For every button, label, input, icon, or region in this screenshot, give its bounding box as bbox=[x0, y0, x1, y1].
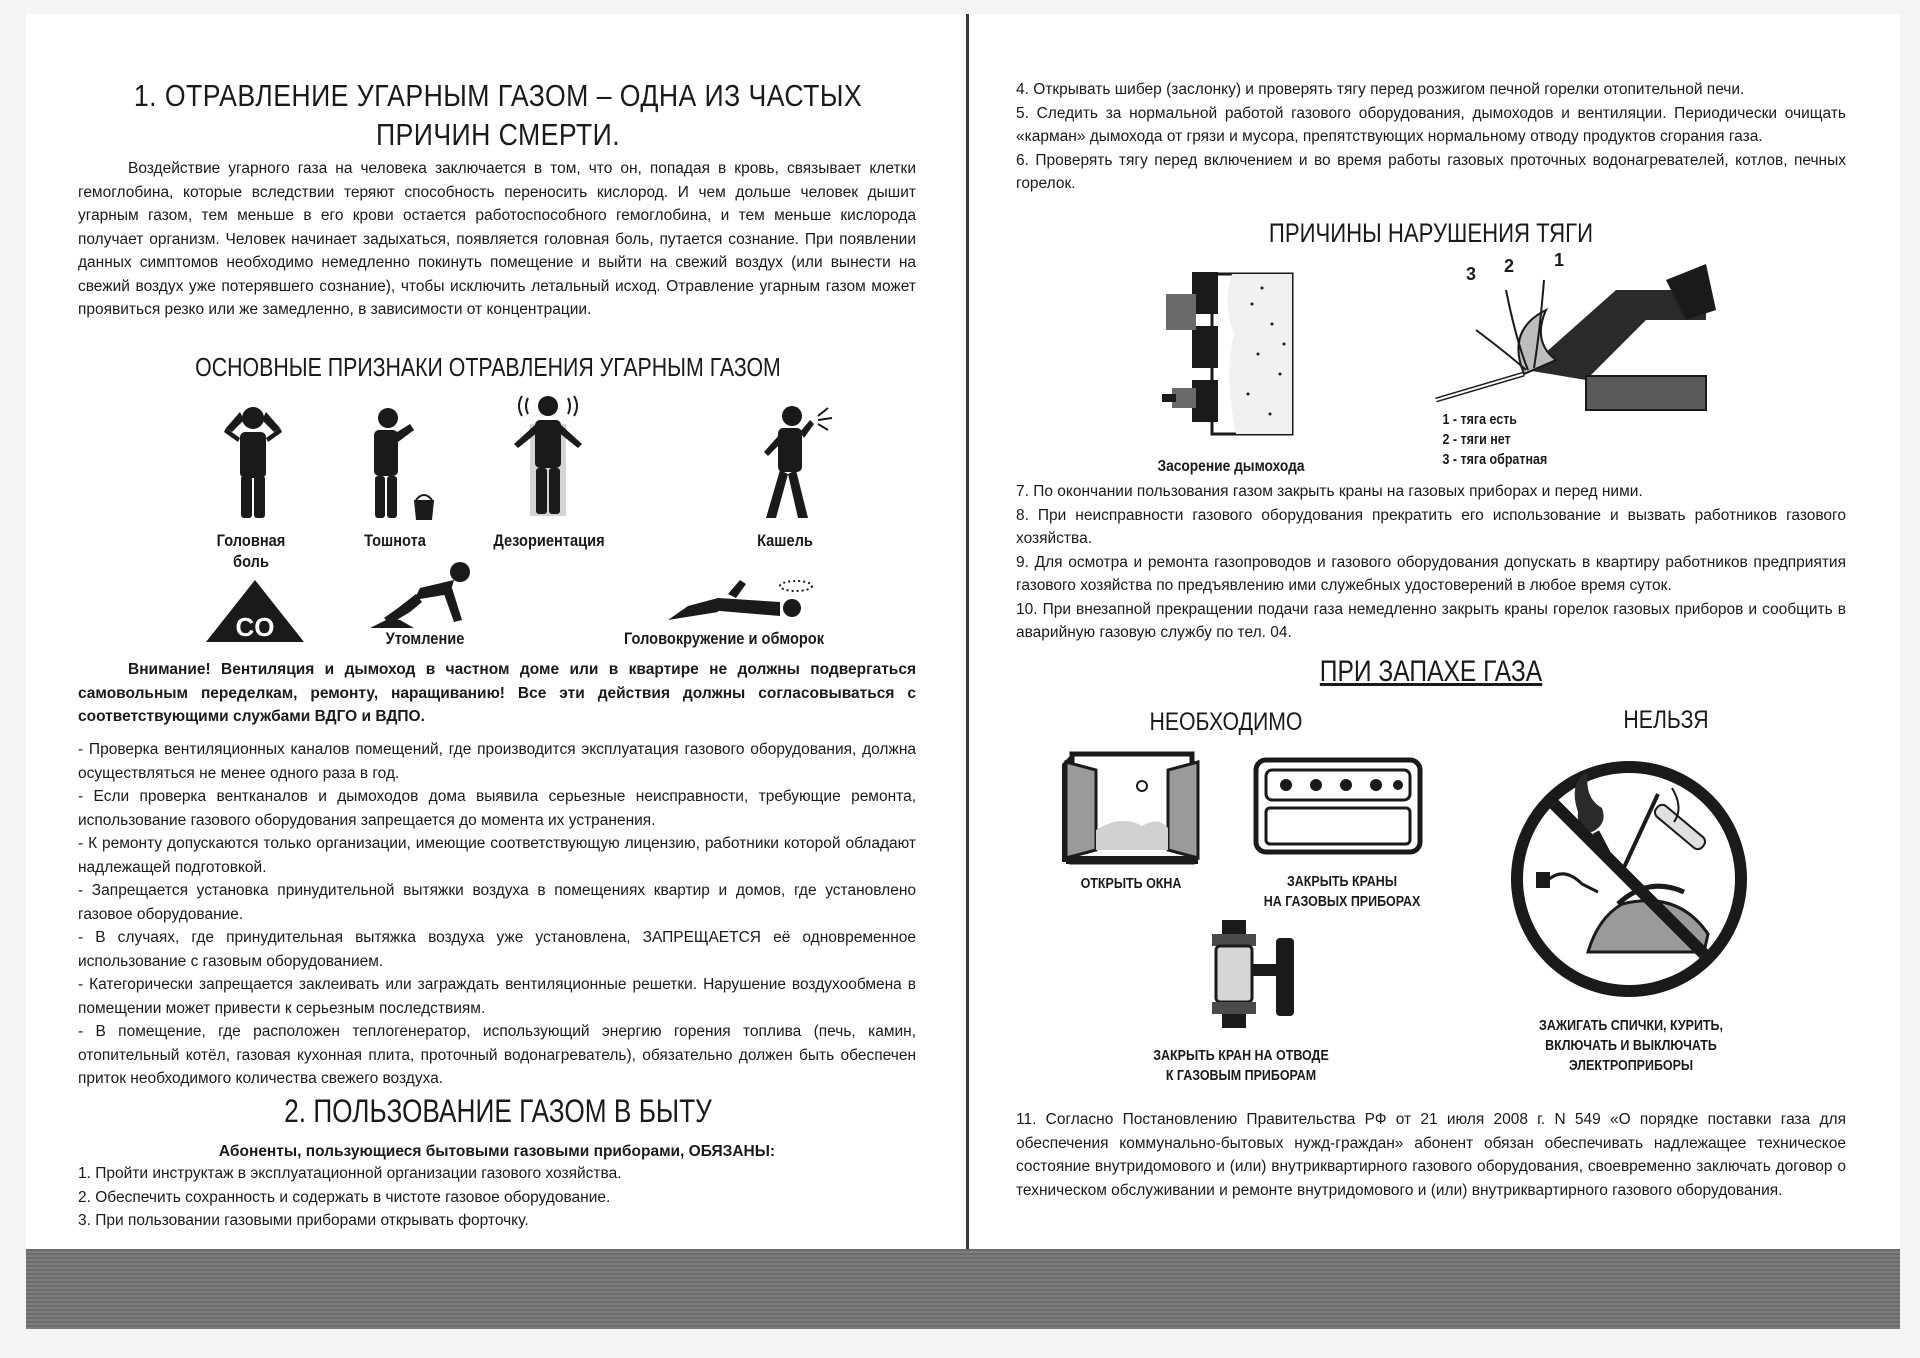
mustnot-line2: ВКЛЮЧАТЬ И ВЫКЛЮЧАТЬ bbox=[1545, 1038, 1717, 1054]
draft-marker-3: 3 bbox=[1466, 264, 1477, 284]
section1-title-line1: 1. ОТРАВЛЕНИЕ УГАРНЫМ ГАЗОМ – ОДНА ИЗ ЧАСТЫХ bbox=[133, 78, 863, 113]
rule-item: - Если проверка вентканалов и дымоходов дома выявила серьезные неисправности, требующие ремонта, использование газового оборудования запрещается до момента их устранения. bbox=[78, 788, 916, 829]
page-fold-divider bbox=[966, 14, 969, 1249]
duty-item: 5. Следить за нормальной работой газового оборудования, дымоходов и вентиляции. Периодически очищать «карман» дымохода от грязи и мусора, препятствующих нормальному отводу продуктов сгорания газа. bbox=[1016, 104, 1846, 145]
duty-item: 6. Проверять тягу перед включением и во время работы газовых проточных водонагревателей, котлов, печных горелок. bbox=[1016, 151, 1846, 192]
open-windows-label: ОТКРЫТЬ ОКНА bbox=[1080, 876, 1182, 892]
open-window-icon bbox=[1062, 750, 1202, 868]
cough-icon bbox=[748, 402, 838, 520]
section2-subtitle: Абоненты, пользующиеся бытовыми газовыми приборами, ОБЯЗАНЫ: bbox=[218, 1143, 776, 1160]
dizziness-fainting-icon bbox=[668, 576, 818, 632]
close-valve-line2: К ГАЗОВЫМ ПРИБОРАМ bbox=[1165, 1068, 1317, 1084]
duty-item: 4. Открывать шибер (заслонку) и проверять тягу перед розжигом печной горелки отопительной печи. bbox=[1016, 81, 1745, 98]
item-11-paragraph: 11. Согласно Постановлению Правительства РФ от 21 июля 2008 г. N 549 «О порядке поставки газа для обеспечения коммунально-бытовых нужд-граждан» абонент обязан обеспечивать надлежащее техническое состояние внутридомового и (или) внутриквартирного газового оборудования, своевременно заключать договор о техническом обслуживании и ремонте внутридомового и (или) внутриквартирного газового оборудования. bbox=[1016, 1111, 1846, 1199]
rule-item: - К ремонту допускаются только организации, имеющие соответствующую лицензию, работники которой обладают надлежащей подготовкой. bbox=[78, 835, 916, 876]
signs-title: ОСНОВНЫЕ ПРИЗНАКИ ОТРАВЛЕНИЯ УГАРНЫМ ГАЗОМ bbox=[195, 352, 781, 382]
sign-cough-label: Кашель bbox=[757, 531, 813, 550]
draft-legend bbox=[1443, 410, 1572, 470]
gas-smell-title: ПРИ ЗАПАХЕ ГАЗА bbox=[1319, 655, 1543, 688]
headache-icon bbox=[218, 398, 288, 520]
duty-item: 9. Для осмотра и ремонта газопроводов и газового оборудования допускать в квартиру работников предприятия газового хозяйства по предъявлению ими служебных удостоверений в любое время суток. bbox=[1016, 553, 1846, 594]
scan-bottom-band bbox=[26, 1249, 1900, 1329]
must-title: НЕОБХОДИМО bbox=[1149, 708, 1303, 736]
duties-list-left bbox=[78, 1162, 916, 1233]
sign-disorientation-label: Дезориентация bbox=[493, 531, 605, 550]
section1-intro: Воздействие угарного газа на человека заключается в том, что он, попадая в кровь, связывает клетки гемоглобина, которые вследствии теряют способность переносить кислород. И чем дольше человек дышит угарным газом, тем меньше в его крови остается работоспособного гемоглобина, и тем меньше кислорода получает организм. Человек начинает задыхаться, появляется головная боль, путается сознание. При появлении данных симптомов необходимо немедленно покинуть помещение и выйти на свежий воздух (или вынести на свежий воздух уже потерявшего сознание), чтобы исключить летальный исход. Отравление угарным газом может проявиться резко или же замедленно, в зависимости от концентрации. bbox=[78, 160, 916, 318]
ventilation-rules-list bbox=[78, 738, 916, 1091]
duty-item: 10. При внезапной прекращении подачи газа немедленно закрыть краны горелок газовых приборов и сообщить в аварийную газовую службу по тел. 04. bbox=[1016, 600, 1846, 641]
ventilation-warning: Внимание! Вентиляция и дымоход в частном доме или в квартире не должны подвергаться самовольным переделкам, ремонту, наращиванию! Все эти действия должны согласовываться с соответствующими службами ВДГО и ВДПО. bbox=[78, 661, 916, 725]
draft-legend-2: 2 - тяги нет bbox=[1442, 432, 1511, 448]
duty-item: 8. При неисправности газового оборудования прекратить его использование и вызвать работников газового хозяйства. bbox=[1016, 506, 1846, 547]
section1-title-line2: ПРИЧИН СМЕРТИ. bbox=[375, 117, 621, 152]
close-taps-label bbox=[1247, 872, 1436, 912]
mustnot-line1: ЗАЖИГАТЬ СПИЧКИ, КУРИТЬ, bbox=[1539, 1018, 1723, 1034]
mustnot-label bbox=[1515, 1016, 1747, 1076]
sign-headache-line2: боль bbox=[233, 552, 269, 571]
draft-flame-diagram bbox=[1416, 250, 1726, 420]
chimney-caption: Засорение дымохода bbox=[1157, 458, 1305, 475]
sign-fatigue-label: Утомление bbox=[385, 629, 465, 648]
duty-item: 7. По окончании пользования газом закрыть краны на газовых приборах и перед ними. bbox=[1016, 483, 1643, 500]
rule-item: - В случаях, где принудительная вытяжка воздуха уже установлена, ЗАПРЕЩАЕТСЯ её одновременное использование с газовым оборудованием. bbox=[78, 929, 916, 970]
sign-headache-line1: Головная bbox=[216, 531, 286, 550]
duty-item: 1. Пройти инструктаж в эксплуатационной организации газового хозяйства. bbox=[78, 1165, 622, 1182]
gas-valve-icon bbox=[1196, 920, 1302, 1030]
close-valve-line1: ЗАКРЫТЬ КРАН НА ОТВОДЕ bbox=[1153, 1048, 1329, 1064]
section2-title: 2. ПОЛЬЗОВАНИЕ ГАЗОМ В БЫТУ bbox=[284, 1093, 712, 1129]
co-badge-text: CO bbox=[235, 612, 275, 642]
draft-legend-3: 3 - тяга обратная bbox=[1442, 452, 1548, 468]
sign-nausea-label: Тошнота bbox=[364, 531, 426, 550]
rule-item: - Категорически запрещается заклеивать или заграждать вентиляционные решетки. Нарушение воздухообмена в помещении может привести к серьезным последствиям. bbox=[78, 976, 916, 1017]
gas-stove-icon bbox=[1252, 756, 1424, 856]
close-valve-label bbox=[1142, 1046, 1340, 1086]
draft-title: ПРИЧИНЫ НАРУШЕНИЯ ТЯГИ bbox=[1268, 218, 1594, 248]
sign-headache-label bbox=[195, 530, 307, 572]
co-warning-icon bbox=[204, 578, 306, 644]
close-taps-line2: НА ГАЗОВЫХ ПРИБОРАХ bbox=[1263, 894, 1421, 910]
draft-legend-1: 1 - тяга есть bbox=[1442, 412, 1517, 428]
section1-title bbox=[128, 76, 868, 154]
duty-item: 2. Обеспечить сохранность и содержать в чистоте газовое оборудование. bbox=[78, 1188, 611, 1206]
duties-list-right-top bbox=[1016, 78, 1846, 196]
disorientation-icon bbox=[496, 392, 600, 520]
rule-item: - Проверка вентиляционных каналов помещений, где производится эксплуатация газового оборудования, должна осуществляться не менее одного раза в год. bbox=[78, 741, 916, 782]
draft-marker-2: 2 bbox=[1504, 256, 1515, 276]
duty-item: 3. При пользовании газовыми приборами открывать форточку. bbox=[78, 1212, 529, 1229]
nausea-icon bbox=[354, 404, 440, 520]
chimney-clog-icon bbox=[1162, 264, 1302, 442]
rule-item: - Запрещается установка принудительной вытяжки воздуха в помещениях квартир и домов, где установлено газовое оборудование. bbox=[78, 882, 916, 923]
prohibition-icon bbox=[1508, 758, 1750, 1000]
mustnot-line3: ЭЛЕКТРОПРИБОРЫ bbox=[1568, 1058, 1694, 1074]
rule-item: - В помещение, где расположен теплогенератор, использующий энергию горения топлива (печь, камин, отопительный котёл, газовая кухонная плита, проточный водонагреватель), обязательно должен быть обеспечен приток необходимого количества свежего воздуха. bbox=[78, 1023, 916, 1087]
duties-list-right-mid bbox=[1016, 480, 1846, 645]
sign-dizziness-label: Головокружение и обморок bbox=[623, 629, 825, 648]
close-taps-line1: ЗАКРЫТЬ КРАНЫ bbox=[1286, 874, 1398, 890]
draft-marker-1: 1 bbox=[1554, 250, 1565, 270]
fatigue-icon bbox=[370, 558, 478, 630]
mustnot-title: НЕЛЬЗЯ bbox=[1623, 706, 1709, 734]
